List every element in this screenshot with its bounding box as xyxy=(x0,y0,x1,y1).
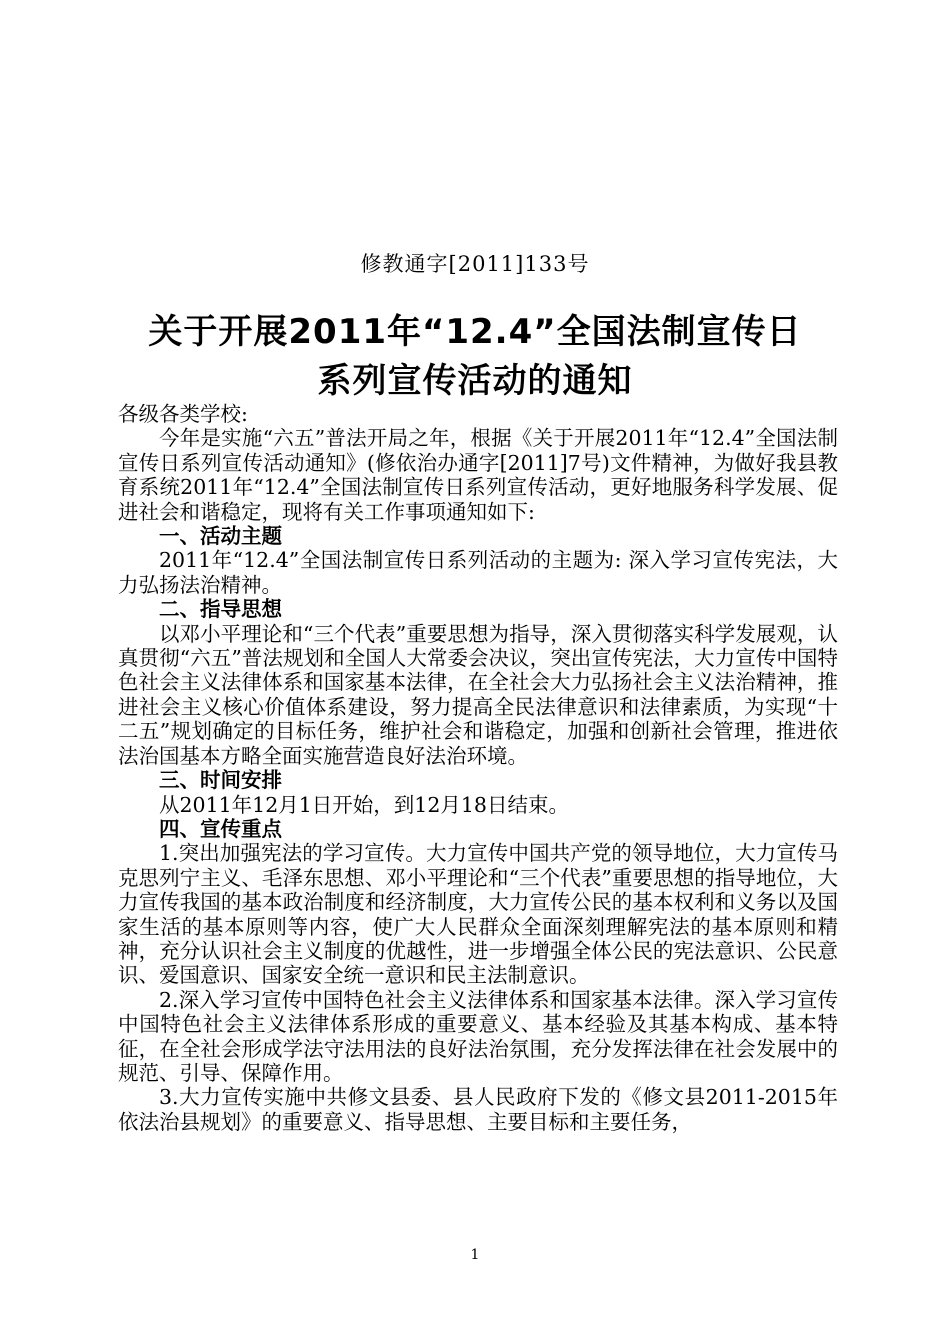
intro-paragraph: 今年是实施“六五”普法开局之年，根据《关于开展2011年“12.4”全国法制宣传日系列宣传活动通知》(修依治办通字[2011]7号)文件精神，为做好我县教育系统2011年“12.4”全国法制宣传日系列宣传活动，更好地服务科学发展、促进社会和谐稳定，现将有关工作事项通知如下: xyxy=(118,426,838,524)
section-4-item-1: 1.突出加强宪法的学习宣传。大力宣传中国共产党的领导地位，大力宣传马克思列宁主义、毛泽东思想、邓小平理论和“三个代表”重要思想的指导地位，大力宣传我国的基本政治制度和经济制度，大力宣传公民的基本权利和义务以及国家生活的基本原则等内容，使广大人民群众全面深刻理解宪法的基本原则和精神，充分认识社会主义制度的优越性，进一步增强全体公民的宪法意识、公民意识、爱国意识、国家安全统一意识和民主法制意识。 xyxy=(118,841,838,988)
document-title-line-2: 系列宣传活动的通知 xyxy=(317,361,633,401)
section-4-item-2: 2.深入学习宣传中国特色社会主义法律体系和国家基本法律。深入学习宣传中国特色社会主义法律体系形成的重要意义、基本经验及其基本构成、基本特征，在全社会形成学法守法用法的良好法治氛围，充分发挥法律在社会发展中的规范、引导、保障作用。 xyxy=(118,987,838,1085)
page-number: 1 xyxy=(470,1247,480,1263)
document-body xyxy=(118,402,838,1134)
section-1-paragraph: 2011年“12.4”全国法制宣传日系列活动的主题为: 深入学习宣传宪法，大力弘扬法治精神。 xyxy=(118,548,838,597)
salutation: 各级各类学校: xyxy=(118,402,248,426)
document-title-line-1: 关于开展2011年“12.4”全国法制宣传日 xyxy=(148,312,802,352)
section-2-heading: 二、指导思想 xyxy=(159,597,282,622)
section-3-heading: 三、时间安排 xyxy=(159,768,282,793)
section-4-item-3: 3.大力宣传实施中共修文县委、县人民政府下发的《修文县2011-2015年依法治县规划》的重要意义、指导思想、主要目标和主要任务， xyxy=(118,1085,838,1134)
section-3-paragraph: 从2011年12月1日开始，到12月18日结束。 xyxy=(159,792,569,817)
document-number: 修教通字[2011]133号 xyxy=(360,252,590,276)
section-4-heading: 四、宣传重点 xyxy=(159,816,282,841)
section-1-heading: 一、活动主题 xyxy=(159,524,282,549)
section-2-paragraph: 以邓小平理论和“三个代表”重要思想为指导，深入贯彻落实科学发展观，认真贯彻“六五”普法规划和全国人大常委会决议，突出宣传宪法，大力宣传中国特色社会主义法律体系和国家基本法律，在全社会大力弘扬社会主义法治精神，推进社会主义核心价值体系建设，努力提高全民法律意识和法律素质，为实现“十二五”规划确定的目标任务，维护社会和谐稳定，加强和创新社会管理，推进依法治国基本方略全面实施营造良好法治环境。 xyxy=(118,621,838,768)
